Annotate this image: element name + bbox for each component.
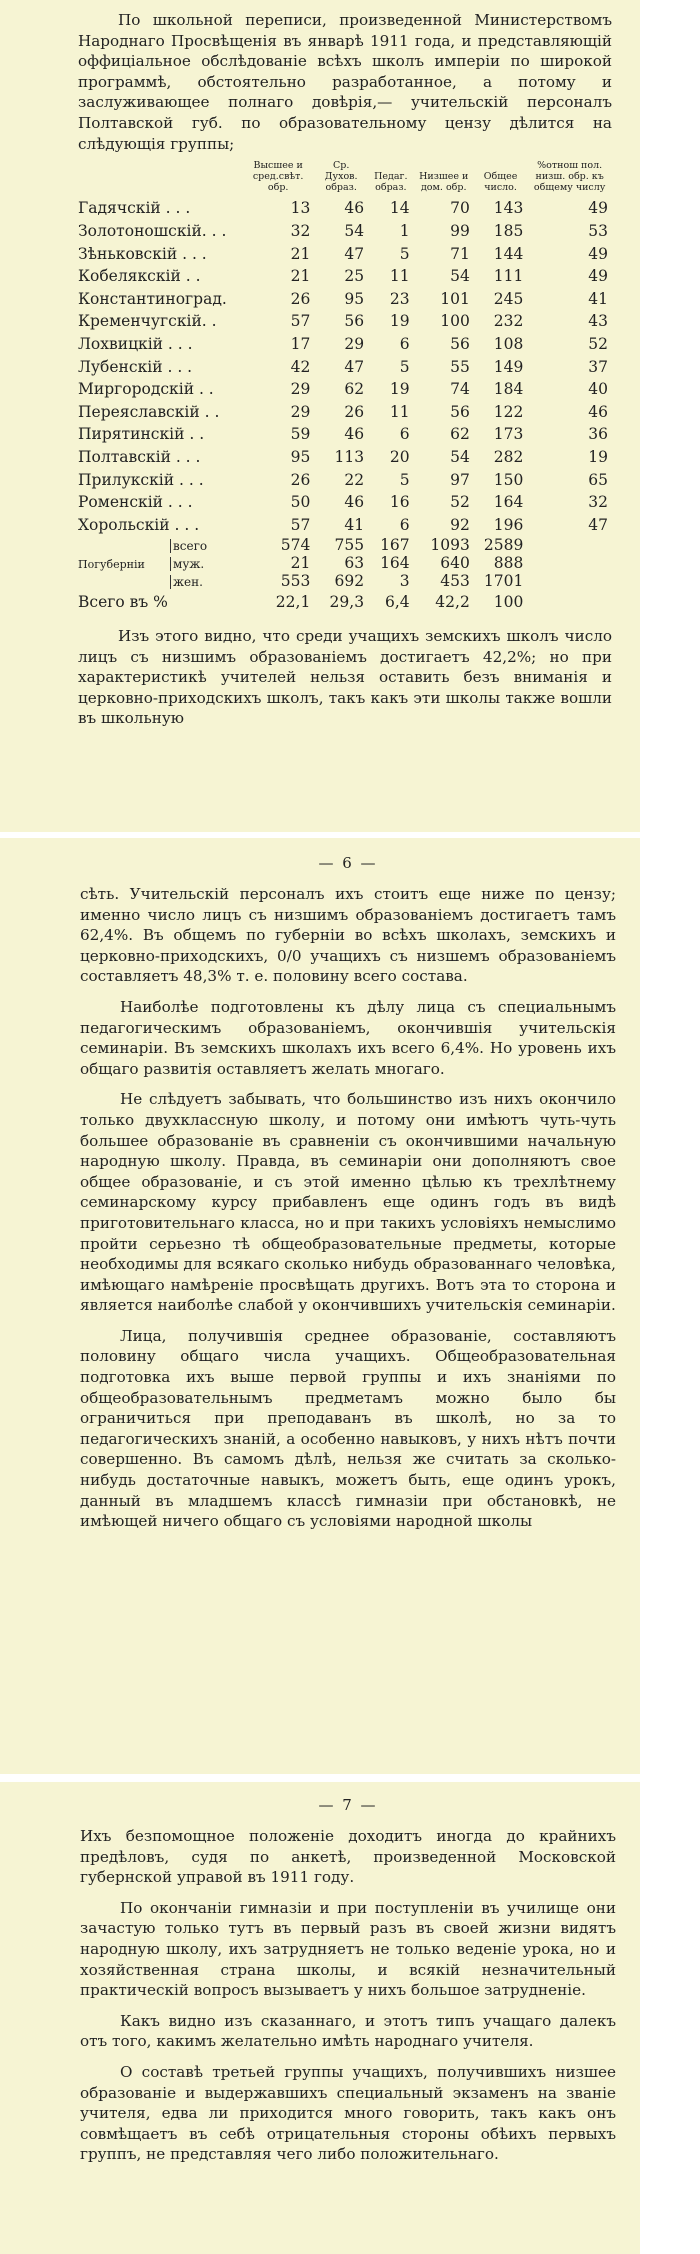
table-cell: 26 — [344, 402, 365, 421]
table-cell: 62 — [450, 425, 470, 444]
province-sub-label: жен. — [170, 575, 203, 589]
table-cell: 74 — [450, 380, 470, 399]
table-cell: 37 — [588, 357, 608, 376]
table-cell: 5 — [399, 357, 410, 376]
district-name: Золотоношскій. . . — [78, 222, 227, 241]
province-label-cell — [78, 536, 242, 554]
col-lower-header: Низшее и дом. обр. — [419, 171, 469, 194]
paragraph: Наиболѣе подготовлены къ дѣлу лица съ специальнымъ педагогическимъ образованіемъ, окончившія учительскія семинаріи. Въ земскихъ школахъ ихъ всего 6,4%. Но уровень ихъ общаго развитія оставляетъ желать многаго. — [80, 997, 616, 1078]
district-name: Константиноград. — [78, 289, 227, 308]
table-cell: 41 — [344, 515, 365, 534]
table-cell: 95 — [290, 447, 311, 466]
table-cell: 26 — [290, 289, 311, 308]
table-cell: 11 — [389, 267, 410, 286]
table-header-row — [78, 160, 612, 197]
district-name: Лохвицкій . . . — [78, 335, 193, 354]
table-cell: 164 — [380, 554, 410, 573]
table-cell: 144 — [493, 244, 524, 263]
table-cell: 164 — [493, 493, 524, 512]
table-cell: 22 — [344, 470, 365, 489]
table-cell: 108 — [493, 335, 524, 354]
table-cell: 49 — [588, 267, 608, 286]
province-sub-label: всего — [170, 539, 207, 553]
table-cell: 19 — [389, 380, 410, 399]
district-name: Кобелякскій . . — [78, 267, 201, 286]
total-percent-row — [78, 590, 612, 614]
table-cell: 97 — [450, 470, 470, 489]
table-cell: 150 — [493, 470, 524, 489]
table-cell: 173 — [493, 425, 524, 444]
paragraph: Какъ видно изъ сказаннаго, и этотъ типъ учащаго далекъ отъ того, какимъ желательно имѣть народнаго учителя. — [80, 2011, 616, 2051]
table-cell: 25 — [344, 267, 365, 286]
table-cell: 42 — [290, 357, 311, 376]
table-cell: 49 — [588, 199, 608, 218]
table-cell: 21 — [290, 267, 311, 286]
col-total-header: Общее число. — [483, 171, 518, 194]
table-row — [78, 242, 612, 265]
table-cell: 29 — [290, 380, 311, 399]
table-cell: 5 — [399, 244, 410, 263]
table-cell: 47 — [344, 357, 365, 376]
table-cell: 20 — [389, 447, 410, 466]
table-cell: 54 — [344, 222, 365, 241]
table-cell: 99 — [450, 222, 470, 241]
table-row — [78, 265, 612, 288]
table-row — [78, 423, 612, 446]
district-name: Роменскій . . . — [78, 493, 193, 512]
after-table-paragraph: Изъ этого видно, что среди учащихъ земскихъ школъ число лицъ съ низшимъ образованіемъ достигаетъ 42,2%; но при характеристикѣ учителей нельзя оставить безъ вниманія и церковно-приходскихъ школъ, такъ какъ эти школы также вошли въ школьную — [78, 627, 612, 728]
table-cell: 40 — [588, 380, 608, 399]
province-row — [78, 554, 612, 572]
page-number: — 7 — — [318, 1796, 378, 1814]
col-higher-header: Высшее и сред.свѣт. обр. — [252, 160, 304, 194]
table-cell: 2589 — [483, 536, 524, 555]
table-cell: 49 — [588, 244, 608, 263]
district-name: Зѣньковскій . . . — [78, 244, 207, 263]
district-name: Пирятинскій . . — [78, 425, 205, 444]
table-cell: 149 — [493, 357, 524, 376]
table-cell: 47 — [588, 515, 608, 534]
table-row — [78, 513, 612, 536]
table-row — [78, 355, 612, 378]
table-cell: 47 — [344, 244, 365, 263]
table-cell: 553 — [280, 572, 311, 591]
district-name: Лубенскій . . . — [78, 357, 193, 376]
district-name: Прилукскій . . . — [78, 470, 204, 489]
table-cell: 29 — [344, 335, 365, 354]
province-label: Погуберніи — [78, 558, 145, 572]
table-cell: 56 — [344, 312, 365, 331]
total-label: Всего въ % — [78, 593, 168, 612]
district-name: Гадячскій . . . — [78, 199, 191, 218]
table-cell: 1 — [399, 222, 410, 241]
teachers-table — [78, 160, 612, 614]
province-label-cell — [78, 554, 242, 572]
table-cell: 19 — [588, 447, 608, 466]
table-body — [78, 197, 612, 614]
table-cell: 95 — [344, 289, 365, 308]
table-cell: 46 — [344, 425, 365, 444]
district-name: Кременчугскій. . — [78, 312, 217, 331]
table-cell: 185 — [493, 222, 524, 241]
table-cell: 167 — [380, 536, 410, 555]
col-percent-header: %отнош пол. низш. обр. къ общему числу — [533, 160, 606, 194]
table-cell: 6 — [399, 335, 410, 354]
table-cell: 54 — [450, 447, 470, 466]
table-row — [78, 491, 612, 514]
table-cell: 54 — [450, 267, 470, 286]
province-label-cell — [78, 572, 242, 590]
table-row — [78, 446, 612, 469]
table-cell: 143 — [493, 199, 524, 218]
table-cell: 50 — [290, 493, 311, 512]
table-cell: 55 — [450, 357, 470, 376]
table-cell: 6 — [399, 425, 410, 444]
district-name: Полтавскій . . . — [78, 447, 201, 466]
table-cell: 41 — [588, 289, 608, 308]
table-cell: 52 — [450, 493, 470, 512]
table-cell: 196 — [493, 515, 524, 534]
table-cell: 13 — [290, 199, 311, 218]
table-cell: 32 — [588, 493, 608, 512]
table-cell: 755 — [334, 536, 365, 555]
table-row — [78, 220, 612, 243]
table-row — [78, 468, 612, 491]
table-cell: 36 — [588, 425, 608, 444]
district-header — [78, 160, 242, 197]
table-cell: 692 — [334, 572, 365, 591]
table-cell: 42,2 — [435, 593, 470, 612]
table-cell: 122 — [493, 402, 524, 421]
paragraph: сѣть. Учительскій персоналъ ихъ стоитъ еще ниже по цензу; именно число лицъ съ низшимъ образованіемъ достигаетъ тамъ 62,4%. Въ общемъ по губерніи во всѣхъ школахъ, земскихъ и церковно-приходскихъ, 0/0 учащихъ съ низшемъ образованіемъ составляетъ 48,3% т. е. половину всего состава. — [80, 885, 616, 986]
table-cell: 100 — [493, 593, 524, 612]
table-cell: 63 — [344, 554, 365, 573]
table-cell: 23 — [389, 289, 410, 308]
table-row — [78, 310, 612, 333]
table-cell: 232 — [493, 312, 524, 331]
col-pedagogical-header: Педаг. образ. — [374, 171, 408, 194]
table-cell: 21 — [290, 244, 311, 263]
table-cell: 65 — [588, 470, 608, 489]
province-sub-label: муж. — [170, 557, 204, 571]
district-name: Миргородскій . . — [78, 380, 214, 399]
table-cell: 574 — [280, 536, 311, 555]
intro-paragraph: По школьной переписи, произведенной Министерствомъ Народнаго Просвѣщенія въ январѣ 1911 года, и представляющій оффиціальное обслѣдованіе всѣхъ школъ имперіи по широкой программѣ, обстоятельно разработанное, а потому и заслуживающее полнаго довѣрія,— учительскій персоналъ Полтавской губ. по образовательному цензу дѣлится на слѣдующія группы; — [78, 11, 612, 153]
table-cell: 184 — [493, 380, 524, 399]
col-spiritual-header: Ср. Духов. образ. — [324, 160, 358, 194]
table-cell: 59 — [290, 425, 311, 444]
table-cell: 111 — [493, 267, 524, 286]
table-cell: 101 — [440, 289, 470, 308]
table-cell: 1701 — [483, 572, 524, 591]
province-row — [78, 572, 612, 590]
province-row — [78, 536, 612, 554]
table-cell: 46 — [588, 402, 608, 421]
table-cell: 53 — [588, 222, 608, 241]
page-6 — [0, 838, 640, 1774]
table-cell: 17 — [290, 335, 311, 354]
paragraph: Не слѣдуетъ забывать, что большинство изъ нихъ окончило только двухклассную школу, и потому они имѣютъ чуть-чуть большее образованіе въ сравненіи съ окончившими начальную народную школу. Правда, въ семинаріи они дополняютъ свое общее образованіе, и съ этой именно цѣлью къ трехлѣтнему семинарскому курсу прибавленъ еще одинъ годъ въ видѣ приготовительнаго класса, но и при такихъ условіяхъ немыслимо пройти серьезно тѣ общеобразовательные предметы, которые необходимы для всякаго сколько нибудь образованнаго человѣка, имѣющаго намѣреніе просвѣщать другихъ. Вотъ эта то сторона и является наиболѣе слабой у окончившихъ учительскія семинаріи. — [80, 1090, 616, 1315]
district-name: Переяславскій . . — [78, 402, 220, 421]
paragraph: О составѣ третьей группы учащихъ, получившихъ низшее образованіе и выдержавшихъ специальный экзаменъ на званіе учителя, едва ли приходится много говорить, такъ какъ онъ совмѣщаетъ въ себѣ отрицательныя стороны обѣихъ первыхъ группъ, не представляя чего либо положительнаго. — [80, 2062, 616, 2164]
table-cell: 26 — [290, 470, 311, 489]
table-cell: 29,3 — [329, 593, 365, 612]
table-cell: 16 — [389, 493, 410, 512]
district-name: Хорольскій . . . — [78, 515, 200, 534]
paragraph: Ихъ безпомощное положеніе доходитъ иногда до крайнихъ предѣловъ, судя по анкетѣ, произведенной Московской губернской управой въ 1911 году. — [80, 1827, 616, 1887]
table-cell: 3 — [399, 572, 410, 591]
table-row — [78, 333, 612, 356]
table-cell: 71 — [450, 244, 470, 263]
table-cell: 113 — [334, 447, 365, 466]
page-7 — [0, 1782, 640, 2254]
table-row — [78, 378, 612, 401]
page-5 — [0, 0, 640, 832]
table-cell: 888 — [493, 554, 524, 573]
table-cell: 282 — [493, 447, 524, 466]
table-cell: 46 — [344, 493, 365, 512]
table-cell: 100 — [440, 312, 470, 331]
table-cell: 29 — [290, 402, 311, 421]
page-number: — 6 — — [318, 854, 378, 872]
paragraph: Лица, получившія среднее образованіе, составляютъ половину общаго числа учащихъ. Общеобразовательная подготовка ихъ выше первой группы и ихъ знаніями по общеобразовательнымъ предметамъ можно было бы ограничиться при преподаванъ въ школѣ, но за то педагогическихъ знаній, а особенно навыковъ, у нихъ нѣтъ почти совершенно. Въ самомъ дѣлѣ, нельзя же считать за сколько-нибудь достаточные навыкъ, можетъ быть, еще одинъ урокъ, данный въ младшемъ классѣ гимназіи при обстановкѣ, не имѣющей ничего общаго съ условіями народной школы — [80, 1326, 616, 1531]
table-cell: 56 — [450, 402, 470, 421]
table-cell: 5 — [399, 470, 410, 489]
table-cell: 43 — [588, 312, 608, 331]
table-row — [78, 401, 612, 424]
table-cell: 32 — [290, 222, 311, 241]
table-cell: 19 — [389, 312, 410, 331]
table-row — [78, 288, 612, 311]
table-cell: 62 — [344, 380, 365, 399]
paragraph: По окончаніи гимназіи и при поступленіи въ училище они зачастую только тутъ въ первый разъ въ своей жизни видятъ народную школу, ихъ затрудняетъ не только веденіе урока, но и хозяйственная страна школы, и всякій незначительный практическій вопросъ вызываетъ у нихъ большое затрудненіе. — [80, 1898, 616, 2000]
table-cell: 11 — [389, 402, 410, 421]
table-cell: 92 — [450, 515, 470, 534]
table-cell: 6 — [399, 515, 410, 534]
table-row — [78, 197, 612, 220]
table-cell: 245 — [493, 289, 524, 308]
table-cell: 57 — [290, 515, 311, 534]
table-cell: 21 — [290, 554, 311, 573]
table-cell: 52 — [588, 335, 608, 354]
table-cell: 14 — [389, 199, 410, 218]
table-cell: 640 — [440, 554, 470, 573]
table-cell: 70 — [450, 199, 470, 218]
table-cell: 6,4 — [385, 593, 410, 612]
table-cell: 22,1 — [275, 593, 311, 612]
table-cell: 57 — [290, 312, 311, 331]
table-cell: 56 — [450, 335, 470, 354]
table-cell: 453 — [440, 572, 470, 591]
table-cell: 1093 — [430, 536, 470, 555]
table-cell: 46 — [344, 199, 365, 218]
